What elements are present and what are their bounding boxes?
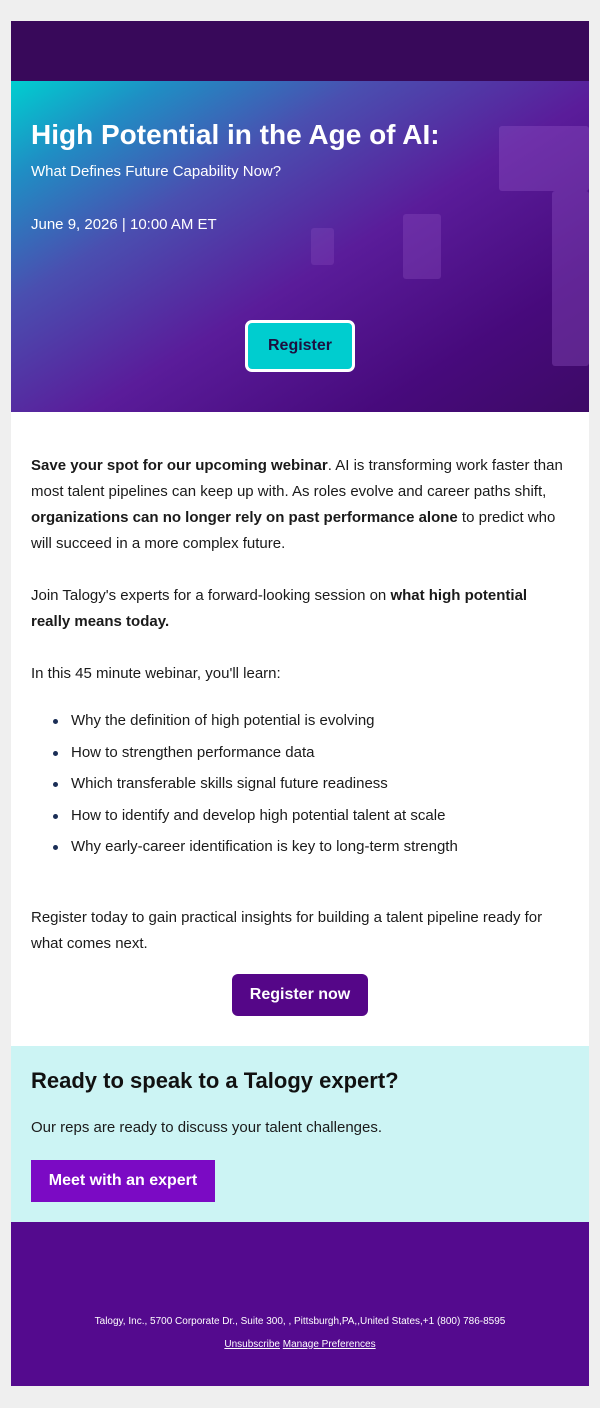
learn-list	[31, 705, 569, 863]
expert-text: Our reps are ready to discuss your talent challenges.	[31, 1118, 383, 1136]
meet-expert-button[interactable]: Meet with an expert	[31, 1160, 215, 1202]
register-now-button[interactable]: Register now	[232, 974, 368, 1016]
hero-subtitle: What Defines Future Capability Now?	[31, 163, 282, 180]
hero-title: High Potential in the Age of AI:	[31, 119, 440, 150]
intro-text-1: . AI is transforming work faster than most talent pipelines can keep up with. As roles evolve and career paths shift,	[31, 457, 563, 500]
expert-heading: Ready to speak to a Talogy expert?	[31, 1067, 399, 1093]
intro-bold-1: Save your spot for our upcoming webinar	[31, 457, 328, 474]
decorative-shape	[403, 214, 441, 279]
footer-links	[11, 1339, 589, 1350]
top-banner	[11, 21, 589, 81]
decorative-shape	[552, 191, 589, 366]
footer-address: Talogy, Inc., 5700 Corporate Dr., Suite 300, , Pittsburgh,PA,,United States,+1 (800) 786-8595	[94, 1315, 506, 1327]
email-body	[11, 412, 589, 1046]
event-date: June 9, 2026 | 10:00 AM ET	[31, 216, 217, 233]
list-item: Which transferable skills signal future readiness	[53, 768, 569, 800]
list-item: How to strengthen performance data	[53, 737, 569, 769]
manage-preferences-link[interactable]: Manage Preferences	[282, 1338, 376, 1350]
hero-banner	[11, 81, 589, 412]
join-bold: what high potential really means today.	[31, 587, 528, 630]
footer	[11, 1222, 589, 1386]
list-item: Why the definition of high potential is evolving	[53, 705, 569, 737]
register-now-row	[31, 974, 569, 1016]
register-button[interactable]: Register	[245, 320, 355, 372]
list-item: Why early-career identification is key to long-term strength	[53, 831, 569, 863]
unsubscribe-link[interactable]: Unsubscribe	[224, 1338, 280, 1350]
email-container	[11, 21, 589, 1386]
decorative-shape	[311, 228, 334, 265]
learn-intro: In this 45 minute webinar, you'll learn:	[31, 665, 281, 682]
join-paragraph	[31, 583, 569, 635]
intro-paragraph	[31, 453, 569, 557]
decorative-shape	[499, 126, 589, 191]
join-text: Join Talogy's experts for a forward-looking session on	[31, 587, 391, 604]
intro-text-2: to predict who will succeed in a more complex future.	[31, 509, 556, 552]
intro-bold-2: organizations can no longer rely on past performance alone	[31, 509, 458, 526]
closing-paragraph: Register today to gain practical insights for building a talent pipeline ready for what comes next.	[31, 908, 543, 952]
list-item: How to identify and develop high potential talent at scale	[53, 800, 569, 832]
expert-section	[11, 1046, 589, 1222]
